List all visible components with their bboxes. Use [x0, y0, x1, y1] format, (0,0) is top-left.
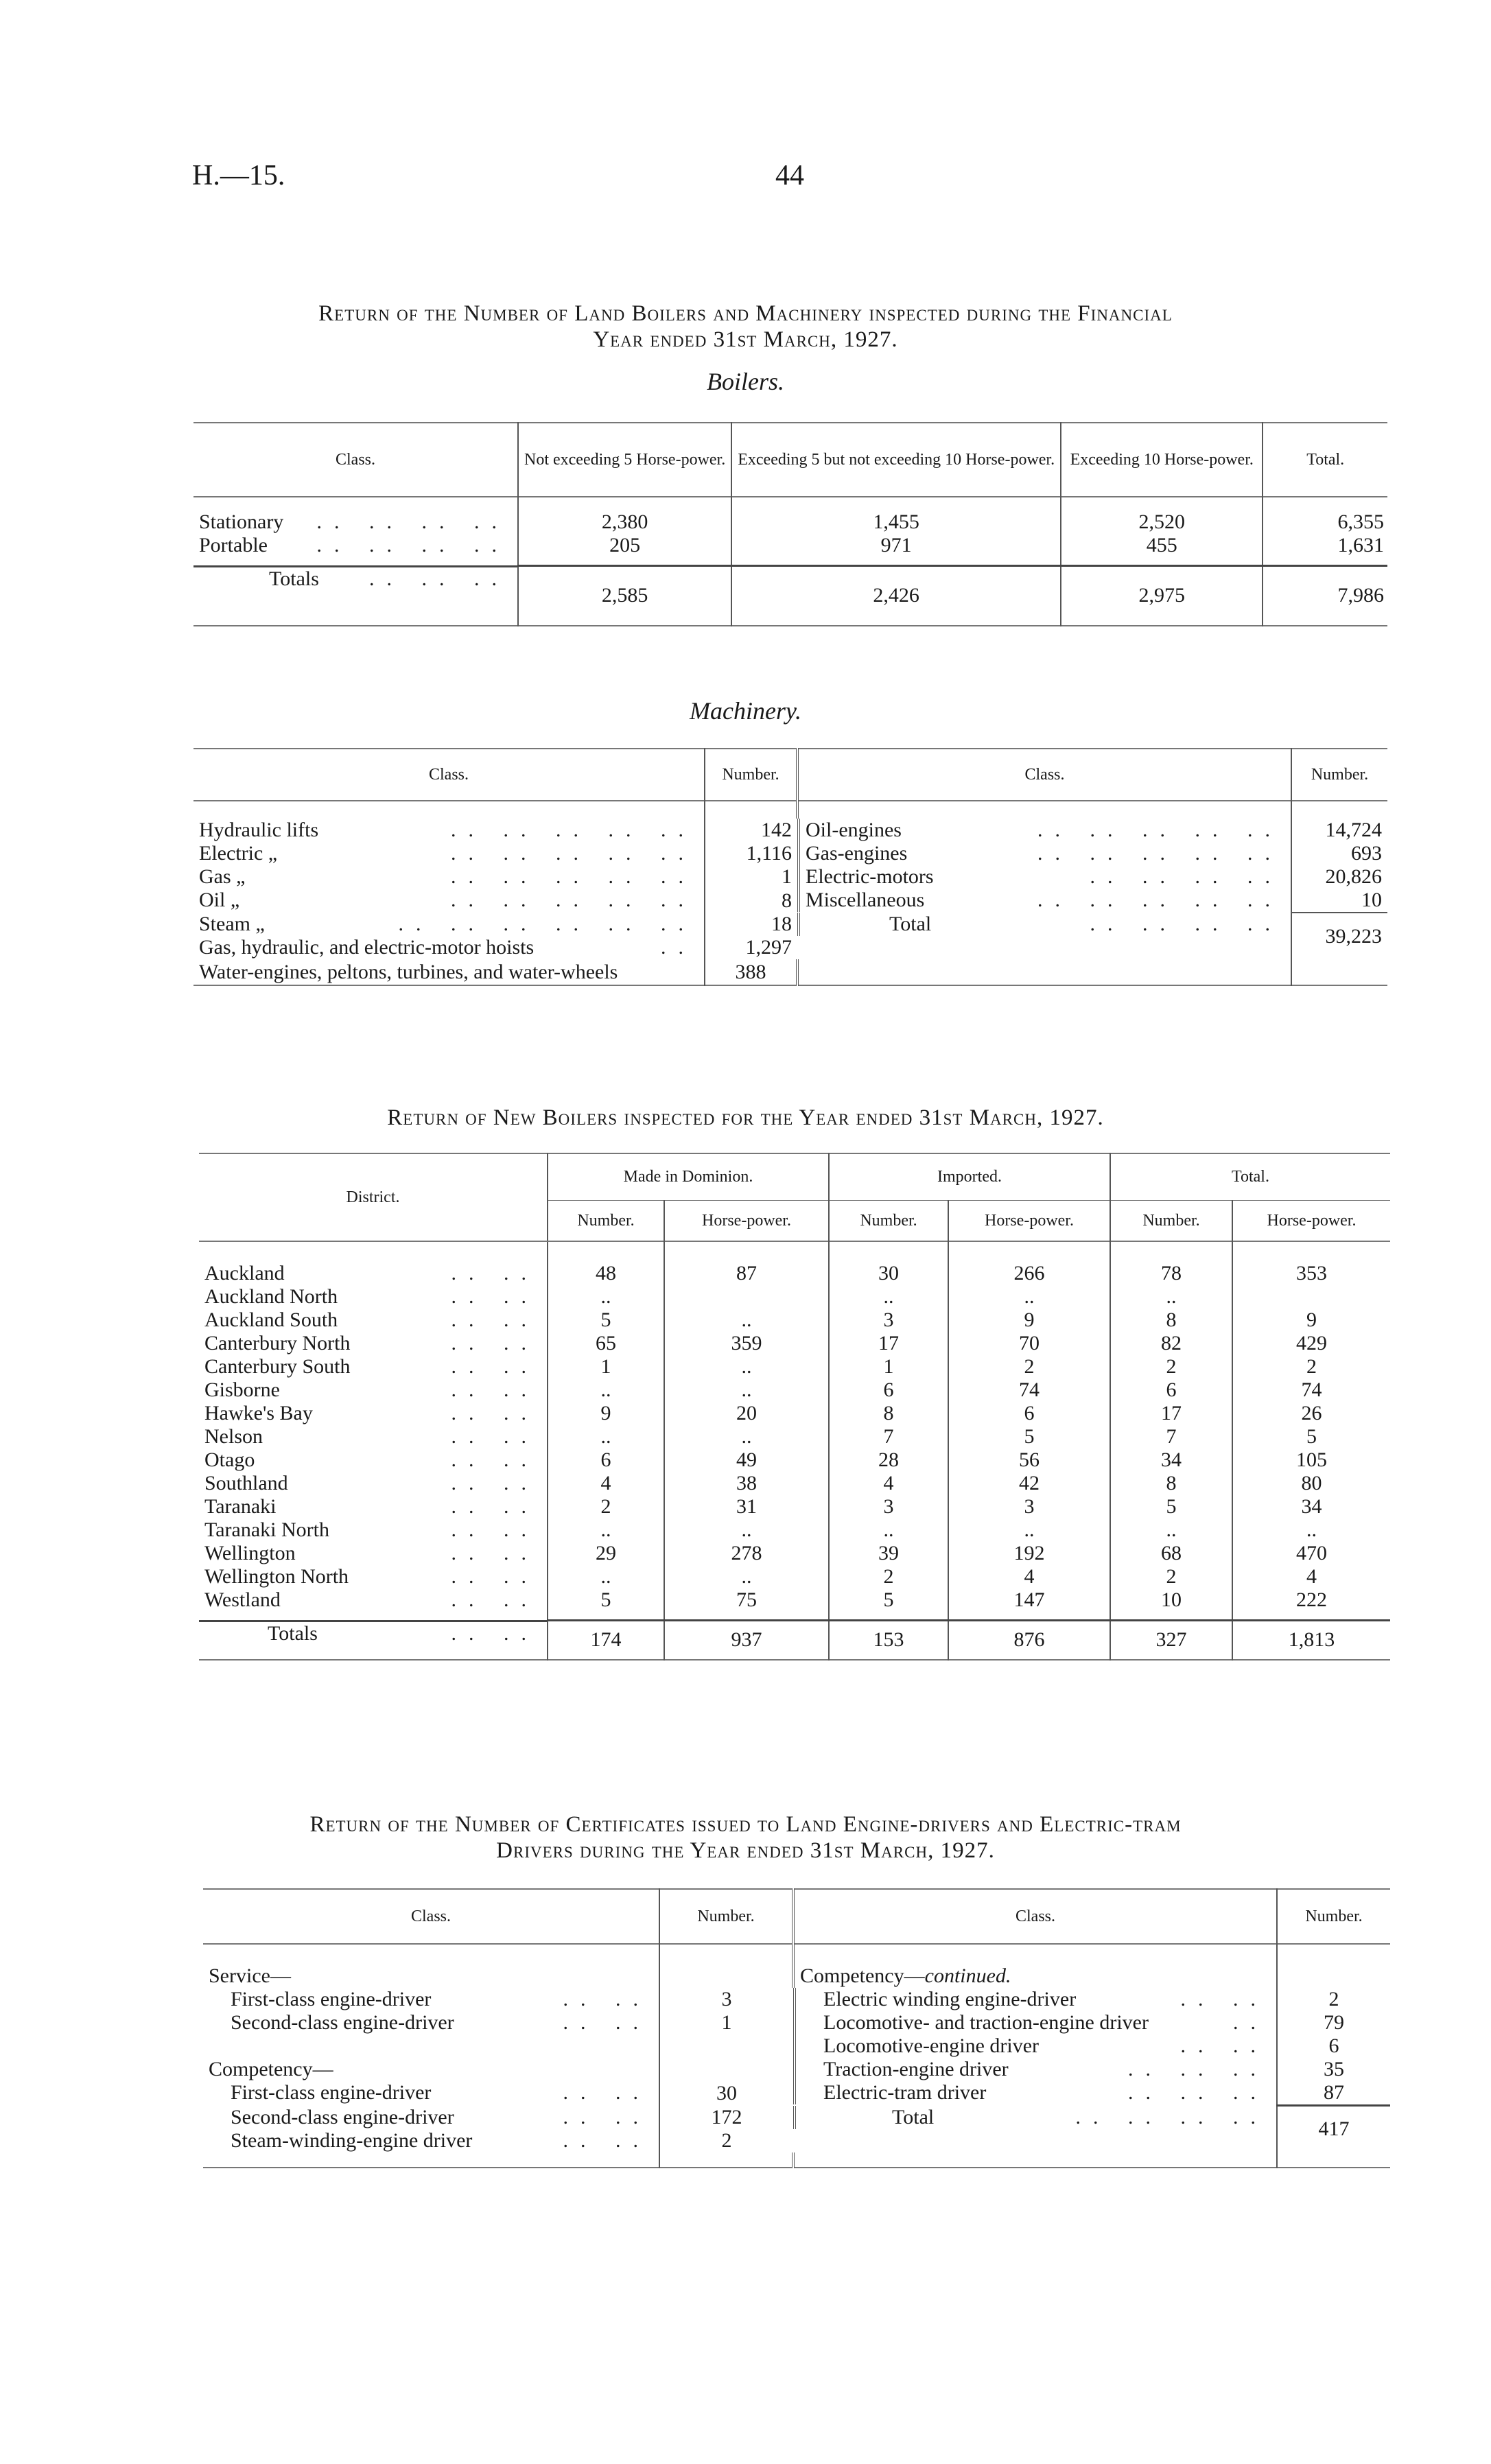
value-cell: 470	[1232, 1542, 1390, 1565]
value-cell: 6	[829, 1378, 948, 1402]
row-label: Electric-motors	[806, 865, 934, 888]
value-cell: 1,116	[705, 842, 797, 865]
value-cell: 87	[664, 1262, 829, 1285]
table-row: Second-class engine-driver .. .. 1 Locomotive- and traction-engine driver .. 79	[203, 2011, 1390, 2034]
value-cell: ..	[948, 1285, 1110, 1309]
value-cell: 429	[1232, 1332, 1390, 1355]
value-cell: 7	[829, 1425, 948, 1448]
col-horse-power: Horse-power.	[664, 1200, 829, 1241]
district-label: Hawke's Bay	[204, 1402, 313, 1424]
value-cell: 4	[1232, 1565, 1390, 1588]
value-cell: 78	[1110, 1262, 1232, 1285]
table-row: Taranaki .. .. 2 31 3 3 5 34	[199, 1495, 1390, 1518]
value-cell: 1,455	[731, 511, 1061, 534]
value-cell: 4	[829, 1472, 948, 1495]
cert-col-class-left: Class.	[410, 1908, 451, 1925]
new-boilers-table	[199, 1153, 1390, 1661]
value-cell: 8	[705, 889, 797, 913]
district-label: Auckland North	[204, 1285, 338, 1308]
value-cell: 18	[705, 913, 797, 936]
col-number: Number.	[1110, 1200, 1232, 1241]
value-cell: 2	[659, 2129, 793, 2152]
value-cell: ..	[548, 1378, 664, 1402]
district-label: Wellington	[204, 1542, 296, 1564]
district-label: Westland	[204, 1588, 281, 1611]
table-row: Hydraulic lifts .. .. .. .. .. 142 Oil-engines .. .. .. .. .. 14,724	[193, 819, 1387, 842]
machinery-col-number-left: Number.	[705, 749, 797, 801]
value-cell: 6	[948, 1402, 1110, 1425]
total-cell: 1,631	[1263, 534, 1387, 557]
value-cell: 172	[659, 2106, 793, 2129]
district-label: Nelson	[204, 1425, 263, 1448]
service-heading: Service—	[209, 1964, 291, 1987]
total-cell: 7,986	[1263, 565, 1387, 626]
total-label: Total	[889, 913, 932, 935]
value-cell: ..	[664, 1378, 829, 1402]
value-cell: 48	[548, 1262, 664, 1285]
competency-heading-italic: continued.	[924, 1964, 1011, 1987]
value-cell: 1	[659, 2011, 793, 2034]
value-cell: 937	[664, 1620, 829, 1660]
value-cell: 68	[1110, 1542, 1232, 1565]
district-label: Otago	[204, 1448, 255, 1471]
value-cell: 17	[829, 1332, 948, 1355]
value-cell: 7	[1110, 1425, 1232, 1448]
value-cell: 20,826	[1291, 865, 1387, 889]
value-cell	[1232, 1285, 1390, 1309]
value-cell: 971	[731, 534, 1061, 557]
machinery-subtitle: Machinery.	[690, 697, 801, 725]
cert-col-number-left: Number.	[659, 1889, 793, 1944]
boilers-col-class: Class.	[335, 451, 375, 469]
machinery-table	[193, 748, 1387, 986]
value-cell: 4	[948, 1565, 1110, 1588]
total-cell: 417	[1277, 2106, 1390, 2152]
competency-continued-heading	[793, 1964, 1277, 1988]
row-label: Oil „	[199, 889, 240, 911]
value-cell: 2	[829, 1565, 948, 1588]
value-cell: ..	[664, 1565, 829, 1588]
value-cell: 82	[1110, 1332, 1232, 1355]
row-label: Electric winding engine-driver	[823, 1988, 1077, 2010]
value-cell: 9	[948, 1309, 1110, 1332]
table-row: Steam „ .. .. .. .. .. .. 18 Total .. .. .. .. 39,223	[193, 913, 1387, 936]
value-cell: 87	[1277, 2081, 1390, 2106]
row-label: Electric „	[199, 842, 278, 865]
value-cell: ..	[664, 1355, 829, 1378]
value-cell: 359	[664, 1332, 829, 1355]
value-cell: 17	[1110, 1402, 1232, 1425]
new-boilers-col-district: District.	[199, 1153, 548, 1241]
group-imported: Imported.	[829, 1153, 1110, 1200]
value-cell: 2	[948, 1355, 1110, 1378]
district-label: Taranaki	[204, 1495, 277, 1518]
value-cell: 2	[1110, 1355, 1232, 1378]
boilers-col-5-to-10: Exceeding 5 but not exceeding 10 Horse-power.	[731, 423, 1061, 497]
table-row: Electric „ .. .. .. .. .. 1,116 Gas-engines .. .. .. .. .. 693	[193, 842, 1387, 865]
district-label: Canterbury North	[204, 1332, 351, 1354]
value-cell: 3	[948, 1495, 1110, 1518]
table-row: Hawke's Bay .. .. 9 20 8 6 17 26	[199, 1402, 1390, 1425]
certificates-table	[203, 1888, 1390, 2168]
value-cell: 3	[659, 1988, 793, 2011]
value-cell: 2	[1110, 1565, 1232, 1588]
value-cell: 2,520	[1061, 511, 1263, 534]
value-cell: 5	[548, 1588, 664, 1612]
value-cell: 65	[548, 1332, 664, 1355]
new-boilers-group-header-row	[199, 1153, 1390, 1200]
value-cell: 693	[1291, 842, 1387, 865]
totals-row: Totals .. .. 174 937 153 876 327 1,813	[199, 1620, 1390, 1660]
page-number: 44	[775, 160, 804, 191]
value-cell: 31	[664, 1495, 829, 1518]
value-cell: 5	[1110, 1495, 1232, 1518]
value-cell: ..	[829, 1518, 948, 1542]
boilers-header-row	[193, 423, 1387, 497]
value-cell: 2,975	[1061, 565, 1263, 626]
row-label: Traction-engine driver	[823, 2058, 1009, 2080]
value-cell: 5	[829, 1588, 948, 1612]
totals-row: Totals .. .. .. 2,585 2,426 2,975 7,986	[193, 565, 1387, 626]
table-row: Steam-winding-engine driver .. .. 2	[203, 2129, 1390, 2152]
value-cell: ..	[664, 1518, 829, 1542]
totals-label: Totals	[269, 567, 319, 590]
district-label: Canterbury South	[204, 1355, 351, 1378]
value-cell: 455	[1061, 534, 1263, 557]
value-cell: 2,426	[731, 565, 1061, 626]
value-cell: ..	[1232, 1518, 1390, 1542]
table-row: Auckland South .. .. 5 .. 3 9 8 9	[199, 1309, 1390, 1332]
value-cell: 327	[1110, 1620, 1232, 1660]
boilers-subtitle: Boilers.	[707, 368, 784, 395]
value-cell: 3	[829, 1495, 948, 1518]
district-label: Southland	[204, 1472, 288, 1494]
value-cell: 42	[948, 1472, 1110, 1495]
value-cell: 5	[948, 1425, 1110, 1448]
group-total: Total.	[1110, 1153, 1390, 1200]
value-cell: 39	[829, 1542, 948, 1565]
value-cell: 6	[548, 1448, 664, 1472]
boilers-title-line1: Return of the Number of Land Boilers and Machinery inspected during the Financial	[318, 301, 1173, 326]
row-label: Locomotive- and traction-engine driver	[823, 2011, 1149, 2034]
table-row: Canterbury North .. .. 65 359 17 70 82 429	[199, 1332, 1390, 1355]
total-cell: 39,223	[1291, 913, 1387, 959]
certificates-title-line1: Return of the Number of Certificates issued to Land Engine-drivers and Electric-tram	[309, 1812, 1182, 1837]
value-cell: 26	[1232, 1402, 1390, 1425]
value-cell: 80	[1232, 1472, 1390, 1495]
competency-heading-main: Competency—	[800, 1964, 925, 1987]
value-cell: 56	[948, 1448, 1110, 1472]
table-row: Wellington .. .. 29 278 39 192 68 470	[199, 1542, 1390, 1565]
value-cell: 278	[664, 1542, 829, 1565]
totals-label: Totals	[268, 1622, 318, 1645]
value-cell: 8	[1110, 1472, 1232, 1495]
value-cell: 35	[1277, 2058, 1390, 2081]
value-cell: 105	[1232, 1448, 1390, 1472]
district-label: Taranaki North	[204, 1518, 329, 1541]
row-label: Oil-engines	[806, 819, 902, 841]
value-cell: 74	[1232, 1378, 1390, 1402]
value-cell: 1	[548, 1355, 664, 1378]
boilers-col-not-exceeding-5: Not exceeding 5 Horse-power.	[518, 423, 731, 497]
row-label: Second-class engine-driver	[231, 2105, 454, 2128]
certificates-header-row	[203, 1889, 1390, 1944]
value-cell: 79	[1277, 2011, 1390, 2034]
table-row: Portable .. .. .. .. 205 971 455 1,631	[193, 534, 1387, 557]
value-cell: 174	[548, 1620, 664, 1660]
value-cell: 876	[948, 1620, 1110, 1660]
value-cell: 70	[948, 1332, 1110, 1355]
value-cell: ..	[829, 1285, 948, 1309]
value-cell: 266	[948, 1262, 1110, 1285]
value-cell: ..	[664, 1309, 829, 1332]
table-row: Nelson .. .. .. .. 7 5 7 5	[199, 1425, 1390, 1448]
total-label: Total	[892, 2105, 935, 2128]
value-cell: ..	[548, 1565, 664, 1588]
value-cell: 1	[829, 1355, 948, 1378]
table-row: Stationary .. .. .. .. 2,380 1,455 2,520 6,355	[193, 511, 1387, 534]
cert-col-number-right: Number.	[1277, 1889, 1390, 1944]
row-label: Gas „	[199, 865, 246, 888]
value-cell: 14,724	[1291, 819, 1387, 842]
boilers-col-exceeding-10: Exceeding 10 Horse-power.	[1061, 423, 1263, 497]
value-cell: 75	[664, 1588, 829, 1612]
table-row: Gisborne .. .. .. .. 6 74 6 74	[199, 1378, 1390, 1402]
table-row: Otago .. .. 6 49 28 56 34 105	[199, 1448, 1390, 1472]
machinery-col-number-right: Number.	[1291, 749, 1387, 801]
table-row: Southland .. .. 4 38 4 42 8 80	[199, 1472, 1390, 1495]
value-cell: 5	[1232, 1425, 1390, 1448]
value-cell: 10	[1291, 889, 1387, 913]
table-row: Gas, hydraulic, and electric-motor hoists .. 1,297	[193, 936, 1387, 959]
value-cell: 192	[948, 1542, 1110, 1565]
value-cell: 8	[1110, 1309, 1232, 1332]
value-cell: 9	[1232, 1309, 1390, 1332]
col-horse-power: Horse-power.	[948, 1200, 1110, 1241]
row-label: Water-engines, peltons, turbines, and water-wheels	[199, 960, 618, 983]
value-cell: 34	[1232, 1495, 1390, 1518]
value-cell: 205	[518, 534, 731, 557]
boilers-title-line2: Year ended 31st March, 1927.	[593, 327, 898, 352]
col-horse-power: Horse-power.	[1232, 1200, 1390, 1241]
boilers-table	[193, 422, 1387, 626]
value-cell: 1,297	[705, 936, 797, 959]
row-label: First-class engine-driver	[231, 2081, 432, 2104]
total-cell: 6,355	[1263, 511, 1387, 534]
table-row: Locomotive-engine driver .. .. 6	[203, 2034, 1390, 2058]
row-label: Gas, hydraulic, and electric-motor hoists	[199, 936, 535, 959]
table-row: Wellington North .. .. .. .. 2 4 2 4	[199, 1565, 1390, 1588]
table-row: Gas „ .. .. .. .. .. 1 Electric-motors .. .. .. .. 20,826	[193, 865, 1387, 889]
value-cell: 28	[829, 1448, 948, 1472]
col-number: Number.	[548, 1200, 664, 1241]
value-cell: 49	[664, 1448, 829, 1472]
value-cell: ..	[548, 1518, 664, 1542]
value-cell: 9	[548, 1402, 664, 1425]
row-label: Stationary	[199, 511, 284, 533]
value-cell: 10	[1110, 1588, 1232, 1612]
machinery-col-class-right: Class.	[797, 749, 1291, 801]
value-cell: 2,380	[518, 511, 731, 534]
value-cell: ..	[548, 1285, 664, 1309]
machinery-col-class-left: Class.	[428, 766, 469, 784]
machinery-header-row	[193, 749, 1387, 801]
group-made-in-dominion: Made in Dominion.	[548, 1153, 829, 1200]
table-row: Auckland .. .. 48 87 30 266 78 353	[199, 1262, 1390, 1285]
district-label: Gisborne	[204, 1378, 280, 1401]
value-cell: 2	[548, 1495, 664, 1518]
value-cell: 30	[659, 2081, 793, 2106]
table-row: Taranaki North .. .. .. .. .. .. .. ..	[199, 1518, 1390, 1542]
value-cell: 6	[1110, 1378, 1232, 1402]
col-number: Number.	[829, 1200, 948, 1241]
row-label: Miscellaneous	[806, 889, 925, 911]
value-cell: ..	[664, 1425, 829, 1448]
value-cell: 20	[664, 1402, 829, 1425]
row-label: Locomotive-engine driver	[823, 2034, 1040, 2057]
row-label: First-class engine-driver	[231, 1988, 432, 2010]
value-cell: 74	[948, 1378, 1110, 1402]
value-cell: 34	[1110, 1448, 1232, 1472]
table-row: Westland .. .. 5 75 5 147 10 222	[199, 1588, 1390, 1612]
value-cell: 4	[548, 1472, 664, 1495]
value-cell: 147	[948, 1588, 1110, 1612]
value-cell: 388	[705, 959, 797, 985]
value-cell: 38	[664, 1472, 829, 1495]
table-row: Second-class engine-driver .. .. 172 Total .. .. .. .. 417	[203, 2106, 1390, 2129]
district-label: Auckland South	[204, 1309, 338, 1331]
row-label: Steam „	[199, 913, 265, 935]
table-row	[193, 959, 1387, 985]
row-label: Portable	[199, 534, 268, 556]
boilers-col-total: Total.	[1263, 423, 1387, 497]
value-cell: ..	[1110, 1285, 1232, 1309]
table-row: Auckland North .. .. .. .. .. ..	[199, 1285, 1390, 1309]
certificates-title-line2: Drivers during the Year ended 31st March, 1927.	[496, 1838, 995, 1863]
table-row: Oil „ .. .. .. .. .. 8 Miscellaneous .. .. .. .. .. 10	[193, 889, 1387, 913]
row-label: Second-class engine-driver	[231, 2011, 454, 2034]
value-cell: 30	[829, 1262, 948, 1285]
value-cell: 1,813	[1232, 1620, 1390, 1660]
value-cell: 8	[829, 1402, 948, 1425]
new-boilers-title: Return of New Boilers inspected for the Year ended 31st March, 1927.	[387, 1105, 1104, 1130]
table-row: First-class engine-driver .. .. 3 Electric winding engine-driver .. .. 2	[203, 1988, 1390, 2011]
value-cell: 2	[1277, 1988, 1390, 2011]
table-row: First-class engine-driver .. .. 30 Electric-tram driver .. .. .. 87	[203, 2081, 1390, 2106]
value-cell: 353	[1232, 1262, 1390, 1285]
value-cell: ..	[948, 1518, 1110, 1542]
district-label: Wellington North	[204, 1565, 349, 1588]
cert-col-class-right: Class.	[793, 1889, 1277, 1944]
table-row	[203, 1964, 1390, 1988]
row-label: Steam-winding-engine driver	[231, 2128, 473, 2152]
value-cell: 222	[1232, 1588, 1390, 1612]
row-label: Gas-engines	[806, 842, 908, 865]
value-cell: ..	[1110, 1518, 1232, 1542]
table-row: Competency— Traction-engine driver .. .. .. 35	[203, 2058, 1390, 2081]
row-label: Hydraulic lifts	[199, 819, 319, 841]
value-cell: ..	[548, 1425, 664, 1448]
value-cell: 2	[1232, 1355, 1390, 1378]
value-cell	[664, 1285, 829, 1309]
document-reference: H.—15.	[192, 160, 285, 191]
district-label: Auckland	[204, 1262, 285, 1284]
value-cell: 6	[1277, 2034, 1390, 2058]
table-row: Canterbury South .. .. 1 .. 1 2 2 2	[199, 1355, 1390, 1378]
value-cell: 5	[548, 1309, 664, 1332]
value-cell: 142	[705, 819, 797, 842]
value-cell: 3	[829, 1309, 948, 1332]
competency-heading: Competency—	[209, 2058, 333, 2080]
value-cell: 29	[548, 1542, 664, 1565]
row-label: Electric-tram driver	[823, 2081, 987, 2104]
value-cell: 153	[829, 1620, 948, 1660]
value-cell: 1	[705, 865, 797, 889]
value-cell: 2,585	[518, 565, 731, 626]
